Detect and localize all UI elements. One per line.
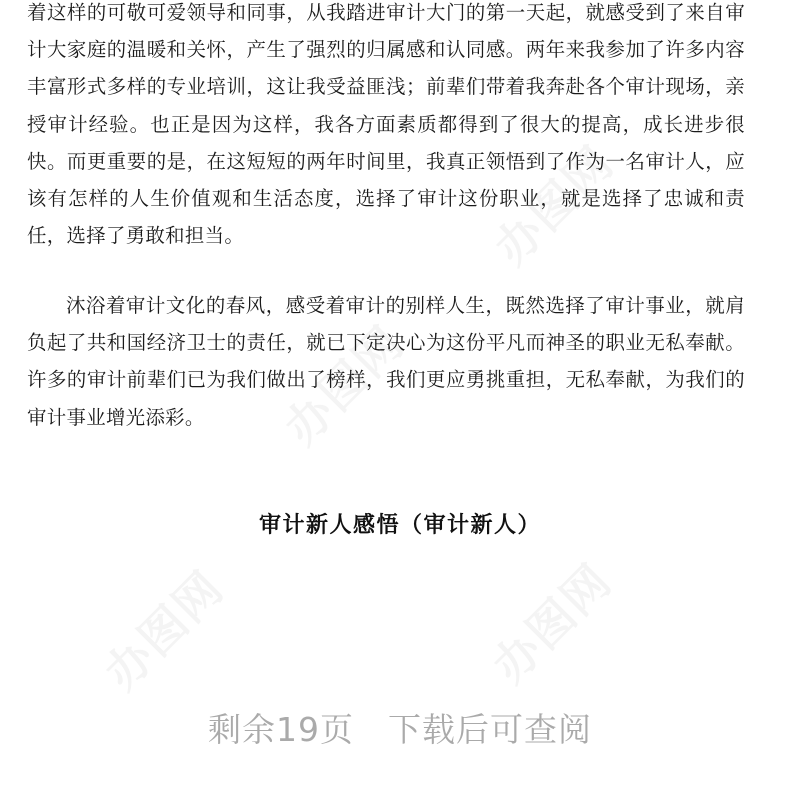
download-prompt-label: 下载后可查阅 [388,710,592,749]
remaining-pages-label: 剩余19页 [208,710,354,749]
body-paragraph: 沐浴着审计文化的春风，感受着审计的别样人生，既然选择了审计事业，就肩负起了共和国经济卫士的责任，就已下定决心为这份平凡而神圣的职业无私奉献。许多的审计前辈们已为我们做出了榜样，我们更应勇挑重担，无私奉献，为我们的审计事业增光添彩。 [27,294,745,429]
section-heading: 审计新人感悟（审计新人） [258,512,541,538]
download-banner[interactable] [0,704,800,751]
watermark [476,547,624,695]
watermark [88,554,236,702]
body-paragraph: 着这样的可敬可爱领导和同事，从我踏进审计大门的第一天起，就感受到了来自审计大家庭的温暖和关怀，产生了强烈的归属感和认同感。两年来我参加了许多内容丰富形式多样的专业培训，这让我受益匪浅；前辈们带着我奔赴各个审计现场，亲授审计经验。也正是因为这样，我各方面素质都得到了很大的提高，成长进步很快。而更重要的是，在这短短的两年时间里，我真正领悟到了作为一名审计人，应该有怎样的人生价值观和生活态度，选择了审计这份职业，就是选择了忠诚和责任，选择了勇敢和担当。 [27,1,745,248]
